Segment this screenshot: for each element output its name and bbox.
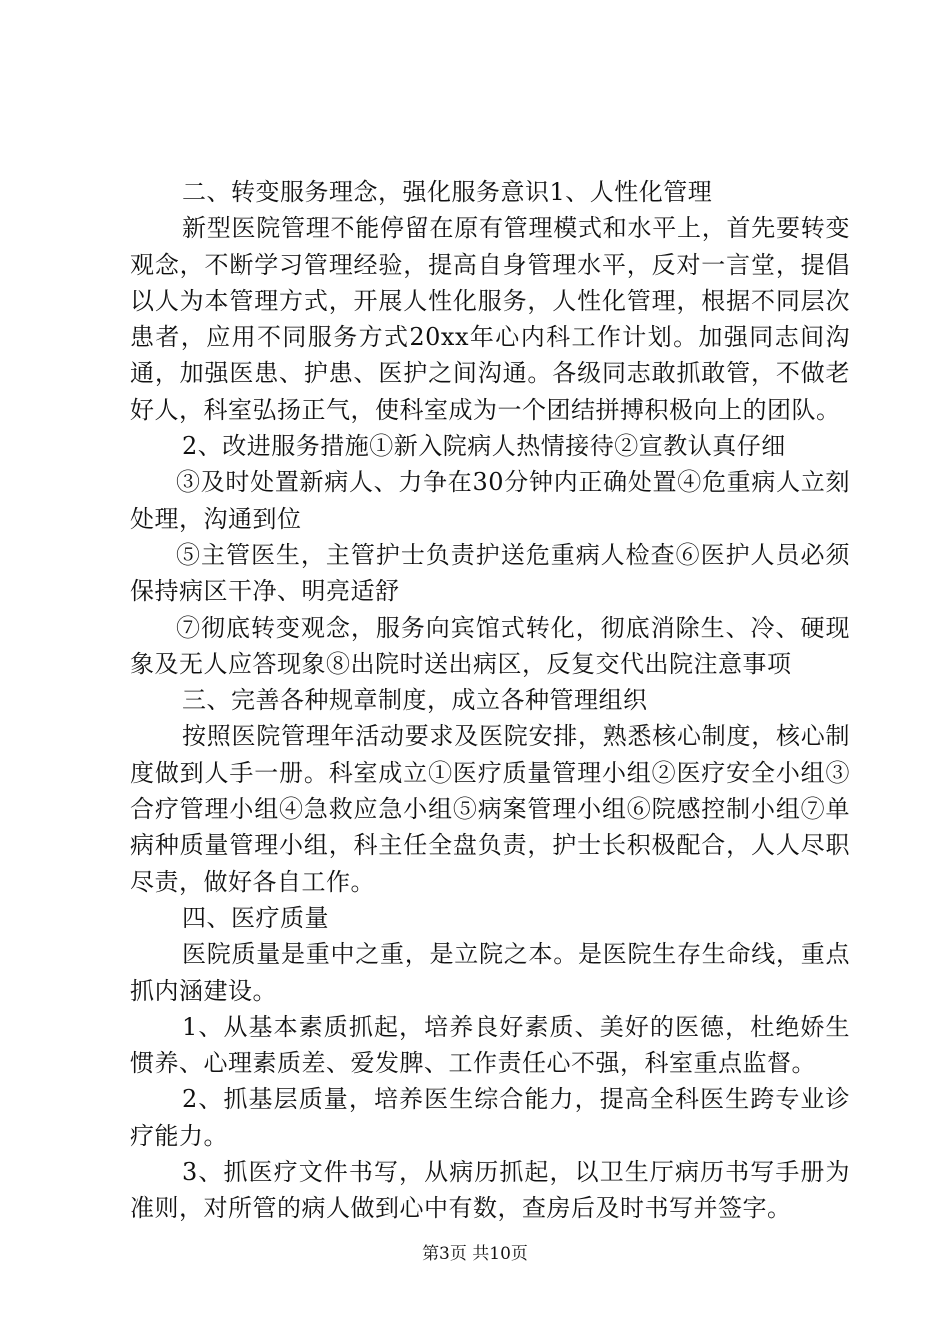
paragraph-grassroots-quality: 2、抓基层质量，培养医生综合能力，提高全科医生跨专业诊疗能力。 xyxy=(130,1085,850,1150)
paragraph-service-measures: 2、改进服务措施①新入院病人热情接待②宣教认真仔细 xyxy=(182,432,786,461)
paragraph-medical-documents: 3、抓医疗文件书写，从病历抓起，以卫生厅病历书写手册为准则，对所管的病人做到心中有数，查房后及时书写并签字。 xyxy=(130,1158,850,1223)
page-indicator: 第3页 共10页 xyxy=(422,1244,528,1264)
paragraph-humanized-management: 新型医院管理不能停留在原有管理模式和水平上，首先要转变观念，不断学习管理经验，提高自身管理水平，反对一言堂，提倡以人为本管理方式，开展人性化服务，人性化管理，根据不同层次患者，应用不同服务方式20xx年心内科工作计划。加强同志间沟通，加强医患、护患、医护之间沟通。各级同志敢抓敢管，不做老好人，科室弘扬正气，使科室成为一个团结拼搏积极向上的团队。 xyxy=(130,214,850,424)
paragraph-measure-3-4: ③及时处置新病人、力争在30分钟内正确处置④危重病人立刻处理，沟通到位 xyxy=(130,468,850,533)
document-body xyxy=(130,174,850,1227)
section-heading-service: 二、转变服务理念，强化服务意识1、人性化管理 xyxy=(182,178,713,206)
paragraph-measure-7-8: ⑦彻底转变观念，服务向宾馆式转化，彻底消除生、冷、硬现象及无人应答现象⑧出院时送出病区，反复交代出院注意事项 xyxy=(130,613,850,678)
paragraph-quality-importance: 医院质量是重中之重，是立院之本。是医院生存生命线，重点抓内涵建设。 xyxy=(130,940,850,1005)
section-heading-regulations: 三、完善各种规章制度，成立各种管理组织 xyxy=(182,686,648,715)
section-heading-medical-quality: 四、医疗质量 xyxy=(182,903,329,932)
paragraph-basic-quality: 1、从基本素质抓起，培养良好素质、美好的医德，杜绝娇生惯养、心理素质差、爱发脾、工作责任心不强，科室重点监督。 xyxy=(130,1012,850,1078)
paragraph-core-systems: 按照医院管理年活动要求及医院安排，熟悉核心制度，核心制度做到人手一册。科室成立①医疗质量管理小组②医疗安全小组③合疗管理小组④急救应急小组⑤病案管理小组⑥院感控制小组⑦单病种质量管理小组，科主任全盘负责，护士长积极配合，人人尽职尽责，做好各自工作。 xyxy=(130,722,850,896)
page-footer xyxy=(0,1243,950,1265)
paragraph-measure-5-6: ⑤主管医生，主管护士负责护送危重病人检查⑥医护人员必须保持病区干净、明亮适舒 xyxy=(130,540,850,606)
